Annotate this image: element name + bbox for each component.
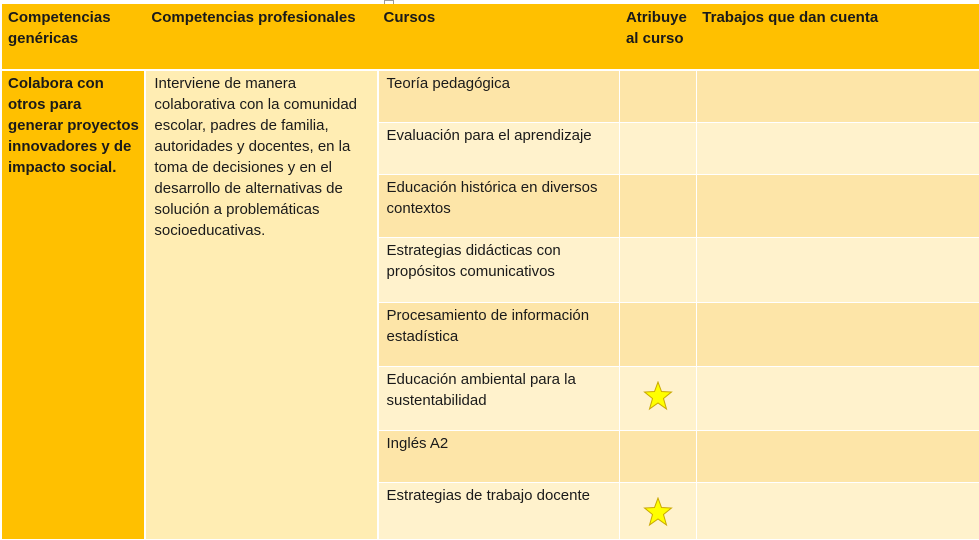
course-cell: Estrategias de trabajo docente [378,482,620,539]
professional-competence-cell: Interviene de manera colaborativa con la comunidad escolar, padres de familia, autoridades y docentes, en la toma de decisiones y en el desarrollo de alternativas de solución a problemáticas socioeducativas. [145,70,377,539]
star-icon [643,497,673,527]
header-works: Trabajos que dan cuenta [696,4,979,70]
course-cell: Estrategias didácticas con propósitos comunicativos [378,237,620,302]
works-cell[interactable] [696,302,979,366]
attributes-cell[interactable] [620,430,696,482]
header-courses: Cursos [378,4,620,70]
works-cell[interactable] [696,174,979,237]
header-professional: Competencias profesionales [145,4,377,70]
course-cell: Teoría pedagógica [378,70,620,122]
header-attributes: Atribuye al curso [620,4,696,70]
works-cell[interactable] [696,366,979,430]
attributes-cell[interactable] [620,302,696,366]
attributes-cell[interactable] [620,366,696,430]
works-cell[interactable] [696,122,979,174]
works-cell[interactable] [696,430,979,482]
attributes-cell[interactable] [620,174,696,237]
star-icon [643,381,673,411]
course-cell: Procesamiento de información estadística [378,302,620,366]
header-generic: Competencias genéricas [2,4,145,70]
competencies-table [2,4,979,540]
course-cell: Educación ambiental para la sustentabilidad [378,366,620,430]
attributes-cell[interactable] [620,70,696,122]
header-row [2,4,979,70]
generic-competence-cell: Colabora con otros para generar proyectos innovadores y de impacto social. [2,70,145,539]
course-cell: Evaluación para el aprendizaje [378,122,620,174]
course-cell: Educación histórica en diversos contextos [378,174,620,237]
table-row [2,70,979,122]
works-cell[interactable] [696,70,979,122]
attributes-cell[interactable] [620,482,696,539]
attributes-cell[interactable] [620,237,696,302]
works-cell[interactable] [696,237,979,302]
course-cell: Inglés A2 [378,430,620,482]
attributes-cell[interactable] [620,122,696,174]
works-cell[interactable] [696,482,979,539]
